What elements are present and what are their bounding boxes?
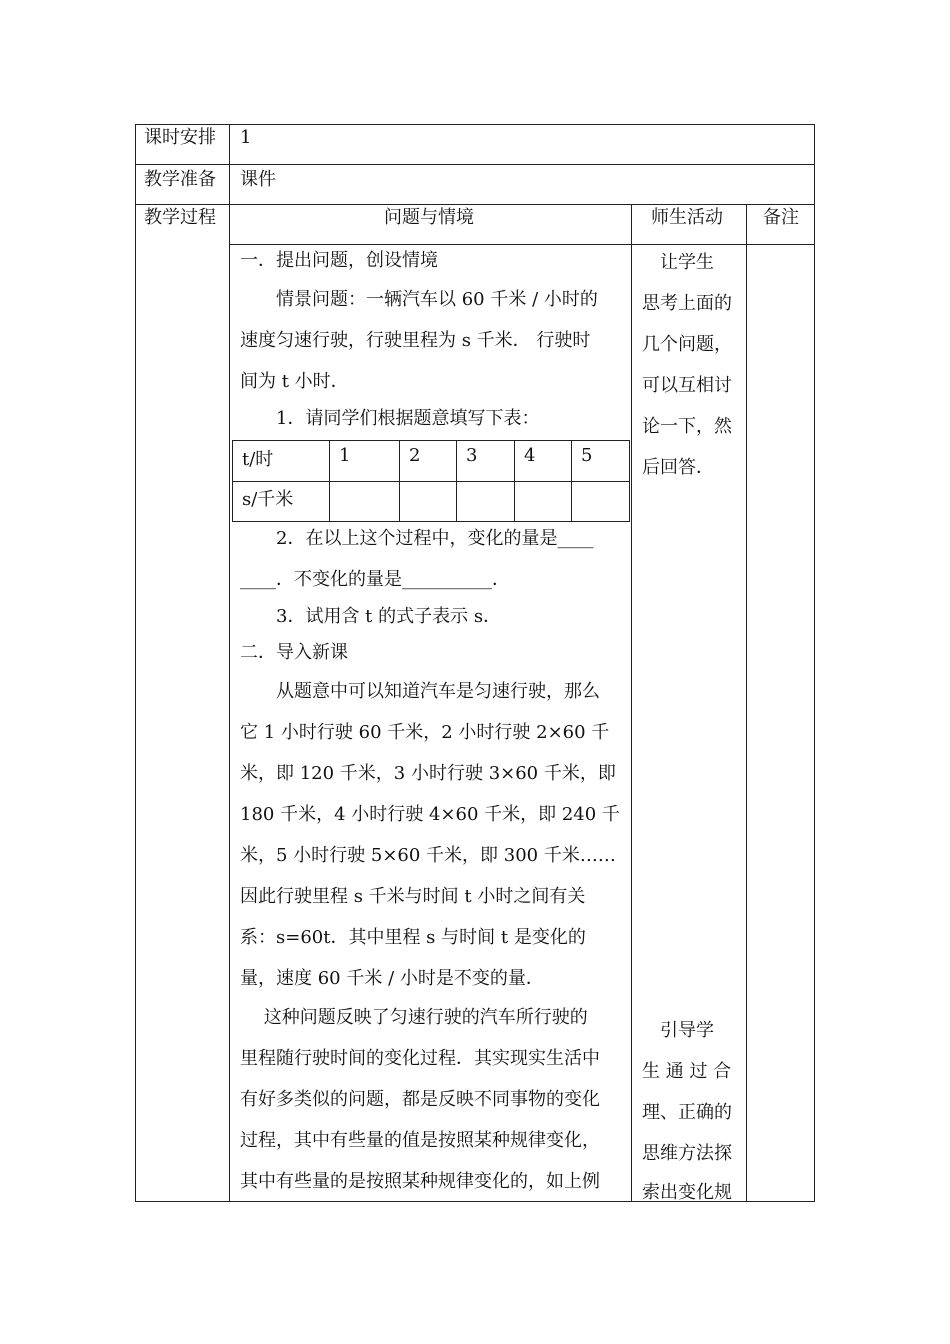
activity-note: 思维方法探 <box>642 1143 732 1164</box>
problem-column-header: 问题与情境 <box>384 207 474 228</box>
column-divider <box>746 204 747 1202</box>
section-heading: 二．导入新课 <box>240 642 348 663</box>
paragraph-line: 量，速度 60 千米 / 小时是不变的量． <box>240 968 544 989</box>
row-divider <box>135 164 815 165</box>
paragraph-line: 有好多类似的问题，都是反映不同事物的变化 <box>240 1089 600 1110</box>
paragraph-line: 情景问题：一辆汽车以 60 千米 / 小时的 <box>240 289 598 310</box>
paragraph-line: 因此行驶里程 s 千米与时间 t 小时之间有关 <box>240 886 586 907</box>
activity-note: 让学生 <box>642 252 714 273</box>
table-cell: 5 <box>581 445 593 466</box>
table-cell[interactable] <box>572 481 629 521</box>
table-row <box>233 441 629 482</box>
paragraph-line: 米，5 小时行驶 5×60 千米，即 300 千米…… <box>240 845 616 866</box>
notes-column-header: 备注 <box>763 207 799 228</box>
preparation-label: 教学准备 <box>144 169 216 190</box>
paragraph-line: 其中有些量的是按照某种规律变化的，如上例 <box>240 1171 600 1192</box>
process-label: 教学过程 <box>144 207 216 228</box>
paragraph-line: 从题意中可以知道汽车是匀速行驶，那么 <box>240 681 600 702</box>
schedule-value: 1 <box>240 127 252 148</box>
row-divider <box>135 204 815 205</box>
question-line: 1．请同学们根据题意填写下表： <box>240 408 540 429</box>
paragraph-line: 里程随行驶时间的变化过程．其实现实生活中 <box>240 1048 600 1069</box>
activity-note: 生 通 过 合 <box>642 1061 732 1082</box>
table-cell[interactable] <box>515 481 572 521</box>
table-cell: t/时 <box>233 441 330 481</box>
activity-note: 索出变化规 <box>642 1182 732 1203</box>
paragraph-line: 米，即 120 千米，3 小时行驶 3×60 千米，即 <box>240 763 616 784</box>
table-cell: 3 <box>457 441 515 481</box>
paragraph-line: 这种问题反映了匀速行驶的汽车所行驶的 <box>240 1007 588 1028</box>
table-cell: 4 <box>515 441 572 481</box>
question-line: 2．在以上这个过程中，变化的量是____ <box>240 528 594 549</box>
section-heading: 一．提出问题，创设情境 <box>240 250 438 271</box>
column-divider <box>631 204 632 1202</box>
paragraph-line: 间为 t 小时． <box>240 371 349 392</box>
table-cell[interactable] <box>330 481 400 521</box>
paragraph-line: 过程，其中有些量的值是按照某种规律变化， <box>240 1130 600 1151</box>
schedule-label: 课时安排 <box>144 127 216 148</box>
paragraph-line: 180 千米，4 小时行驶 4×60 千米，即 240 千 <box>240 804 620 825</box>
time-distance-table <box>232 440 630 522</box>
activity-note: 可以互相讨 <box>642 375 732 396</box>
activity-note: 思考上面的 <box>642 293 732 314</box>
table-cell[interactable] <box>400 481 457 521</box>
activity-note: 引导学 <box>642 1020 714 1041</box>
activity-column-header: 师生活动 <box>651 207 723 228</box>
paragraph-line: 速度匀速行驶，行驶里程为 s 千米． 行驶时 <box>240 330 591 351</box>
row-divider <box>229 244 815 245</box>
activity-note: 几个问题， <box>642 334 732 355</box>
question-line: 3．试用含 t 的式子表示 s． <box>240 606 502 627</box>
column-divider <box>229 124 230 1202</box>
activity-note: 理、正确的 <box>642 1102 732 1123</box>
preparation-value: 课件 <box>240 169 276 190</box>
table-cell: s/千米 <box>233 481 330 521</box>
table-cell: 1 <box>330 441 400 481</box>
activity-note: 后回答． <box>642 457 714 478</box>
paragraph-line: ____．不变化的量是__________． <box>240 569 510 590</box>
paragraph-line: 系：s=60t．其中里程 s 与时间 t 是变化的 <box>240 927 586 948</box>
table-cell[interactable] <box>457 481 515 521</box>
paragraph-line: 它 1 小时行驶 60 千米，2 小时行驶 2×60 千 <box>240 722 610 743</box>
table-row <box>233 481 629 521</box>
table-cell: 2 <box>400 441 457 481</box>
activity-note: 论一下，然 <box>642 416 732 437</box>
